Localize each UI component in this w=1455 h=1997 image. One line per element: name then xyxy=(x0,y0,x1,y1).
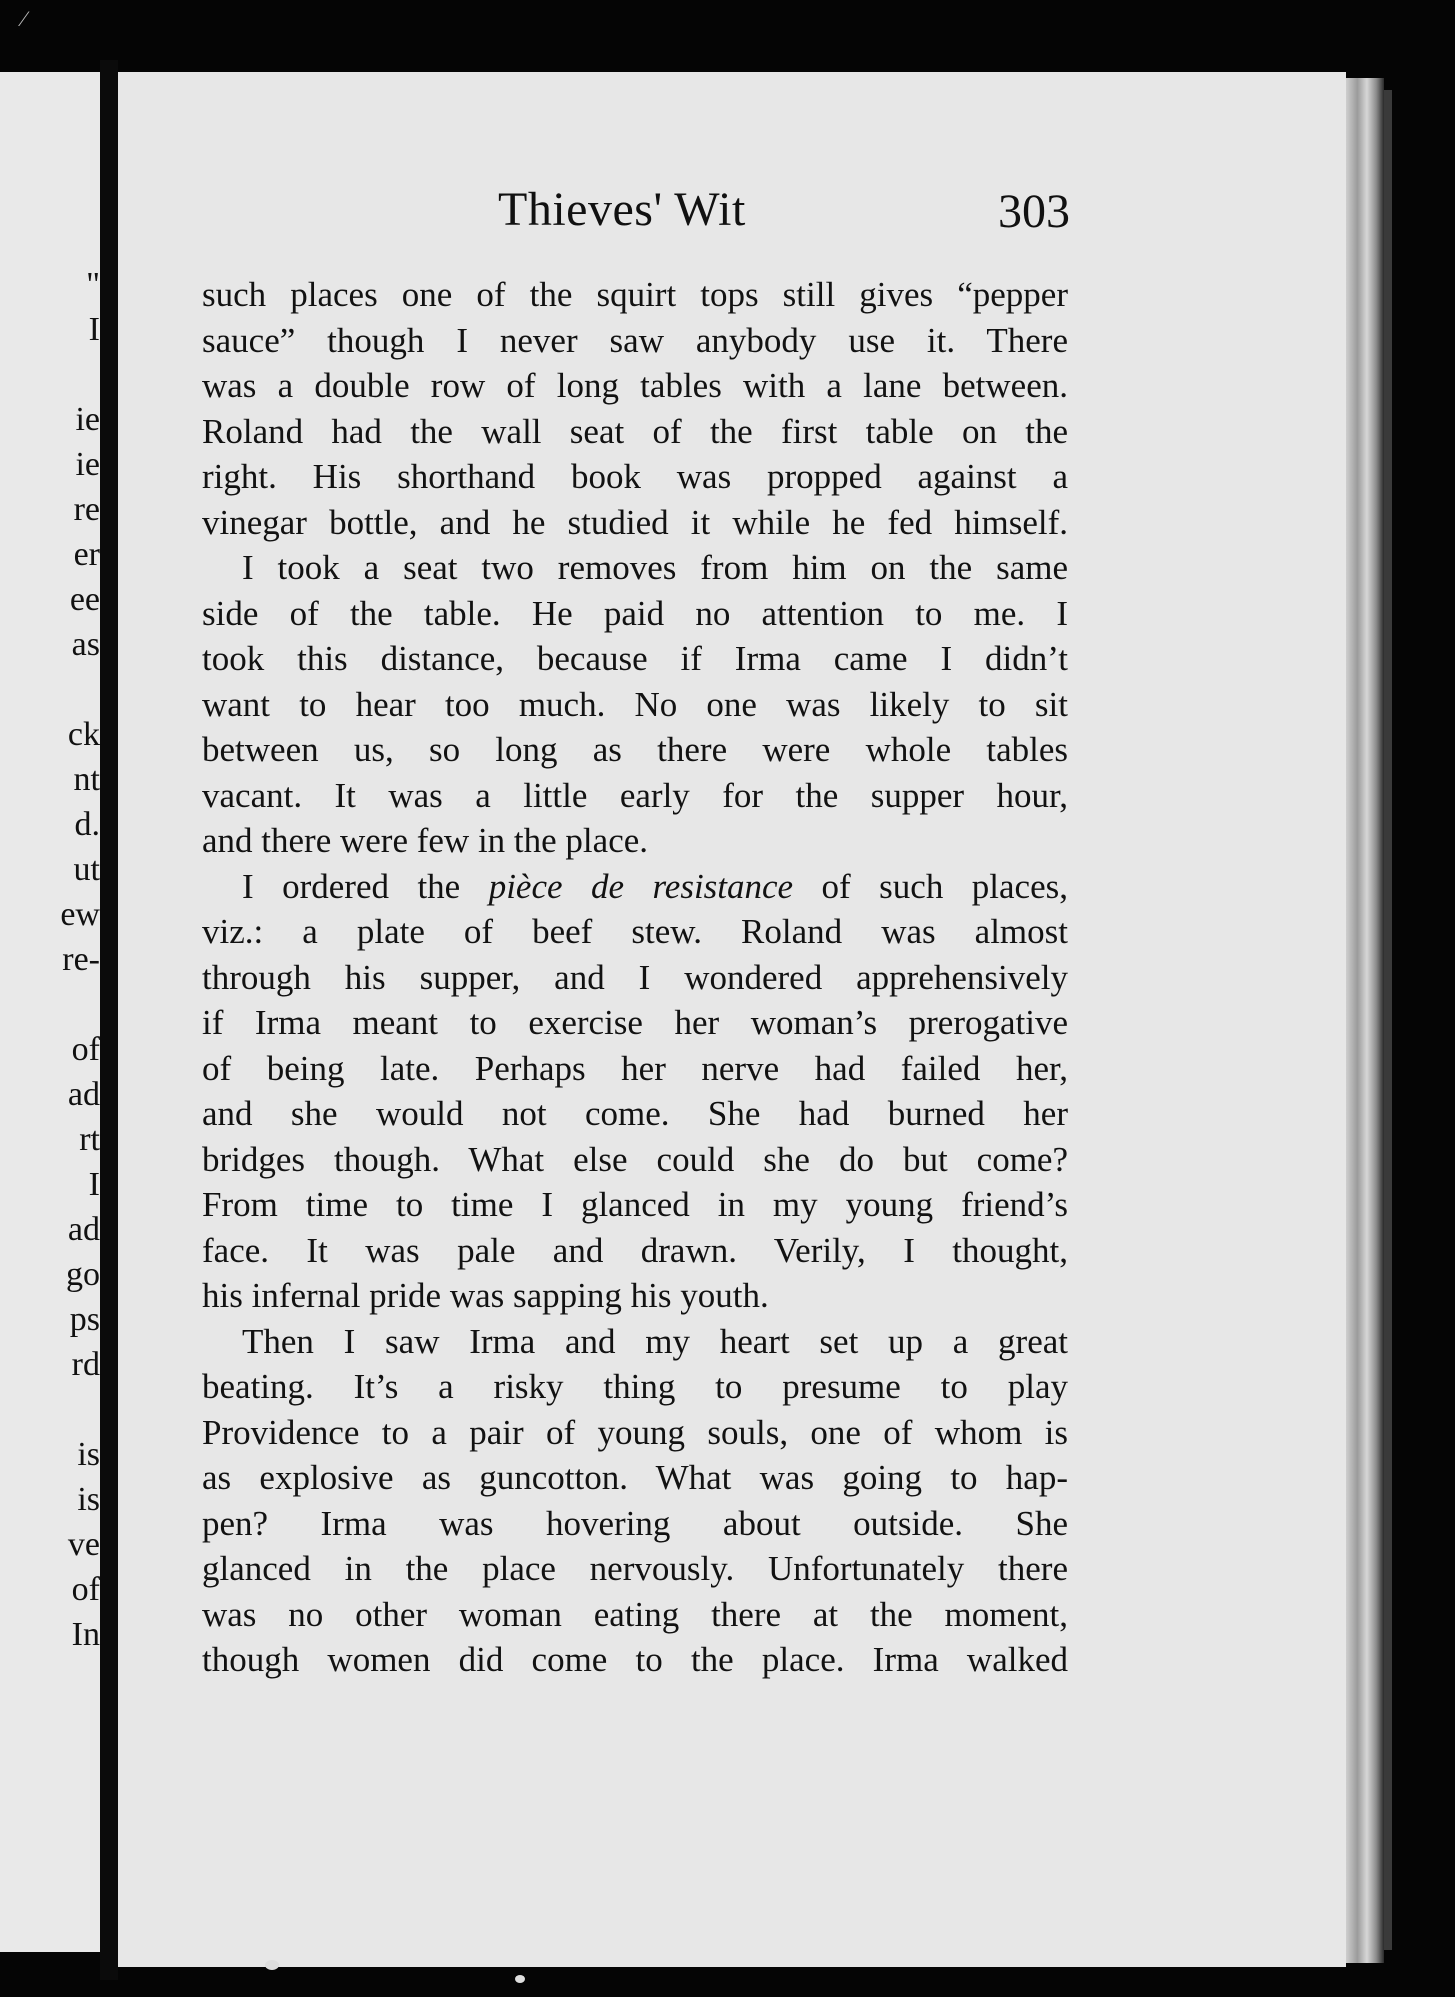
previous-page-fragment: ee xyxy=(69,581,100,618)
text-run: of such places, xyxy=(793,866,1068,906)
previous-page-fragment: d. xyxy=(74,806,100,843)
previous-page-fragment: ck xyxy=(67,716,100,753)
text-line: and there were few in the place. xyxy=(202,821,649,860)
text-line: took this distance, because if Irma came I didn’t xyxy=(202,639,1068,678)
page-stack-shadow xyxy=(1384,90,1392,1950)
text-line: if Irma meant to exercise her woman’s prerogative xyxy=(202,1003,1068,1042)
previous-page-fragment: ut xyxy=(73,851,100,888)
text-line: his infernal pride was sapping his youth. xyxy=(202,1276,769,1315)
previous-page-fragment: ie xyxy=(75,401,100,438)
previous-page-fragment: re xyxy=(73,491,100,528)
previous-page-fragment: ad xyxy=(67,1211,100,1248)
text-line: was a double row of long tables with a lane between. xyxy=(202,366,1068,405)
previous-page-text-fragments xyxy=(0,262,100,1657)
text-line: and she would not come. She had burned her xyxy=(202,1094,1068,1133)
scan-speck xyxy=(265,1960,279,1970)
book-spine xyxy=(100,60,118,1980)
previous-page-fragment: re- xyxy=(62,941,100,978)
previous-page-fragment: I xyxy=(88,1166,100,1203)
running-title: Thieves' Wit xyxy=(498,183,746,236)
text-line: though women did come to the place. Irma walked xyxy=(202,1640,1068,1679)
text-line: bridges though. What else could she do but come? xyxy=(202,1139,1068,1179)
previous-page-fragment: is xyxy=(77,1436,100,1473)
text-line: side of the table. He paid no attention to me. I xyxy=(202,593,1068,633)
text-line: viz.: a plate of beef stew. Roland was almost xyxy=(202,912,1068,951)
previous-page-fragment: is xyxy=(77,1481,100,1518)
page-header xyxy=(118,182,1346,262)
previous-page-fragment: ad xyxy=(67,1076,100,1113)
paragraph xyxy=(202,864,1068,1319)
previous-page-fragment: as xyxy=(71,626,100,663)
text-line: From time to time I glanced in my young friend’s xyxy=(202,1185,1068,1224)
previous-page-fragment: ve xyxy=(67,1526,100,1563)
text-line: beating. It’s a risky thing to presume to play xyxy=(202,1367,1068,1406)
text-line: was no other woman eating there at the moment, xyxy=(202,1594,1068,1634)
previous-page-fragment: ie xyxy=(75,446,100,483)
text-line: face. It was pale and drawn. Verily, I thought, xyxy=(202,1230,1068,1270)
previous-page-fragment: In xyxy=(71,1616,100,1653)
paragraph xyxy=(202,545,1068,864)
paragraph xyxy=(202,1319,1068,1683)
text-line: vacant. It was a little early for the supper hour, xyxy=(202,775,1068,815)
text-line: such places one of the squirt tops still gives “pepper xyxy=(202,275,1068,314)
text-line: of being late. Perhaps her nerve had failed her, xyxy=(202,1048,1068,1088)
scan-speck xyxy=(515,1975,525,1983)
text-line: Roland had the wall seat of the first table on the xyxy=(202,411,1068,451)
text-line: Then I saw Irma and my heart set up a great xyxy=(242,1321,1068,1361)
page-number: 303 xyxy=(998,185,1070,238)
italic-phrase: pièce de resistance xyxy=(488,866,794,906)
text-line: Providence to a pair of young souls, one of whom is xyxy=(202,1412,1068,1452)
text-line: right. His shorthand book was propped against a xyxy=(202,457,1068,496)
corner-mark: ⁄ xyxy=(22,6,26,31)
book-page xyxy=(118,72,1346,1967)
previous-page-fragment: " xyxy=(86,266,100,303)
previous-page-fragment xyxy=(0,982,100,1027)
text-line: glanced in the place nervously. Unfortunately there xyxy=(202,1549,1068,1588)
text-line: I took a seat two removes from him on the same xyxy=(242,548,1068,587)
previous-page-fragment: ps xyxy=(69,1301,100,1338)
page-stack-edge xyxy=(1346,78,1384,1963)
text-line: between us, so long as there were whole tables xyxy=(202,730,1068,769)
previous-page-fragment: rt xyxy=(79,1121,100,1158)
paragraph xyxy=(202,272,1068,545)
text-line xyxy=(202,864,1068,910)
previous-page-fragment: of xyxy=(71,1031,100,1068)
previous-page-fragment: rd xyxy=(71,1346,100,1383)
previous-page-fragment: er xyxy=(73,536,100,573)
text-line: sauce” though I never saw anybody use it. There xyxy=(202,320,1068,360)
previous-page-fragment xyxy=(0,352,100,397)
previous-page-fragment: ew xyxy=(60,896,100,933)
previous-page-fragment: nt xyxy=(73,761,100,798)
text-line: vinegar bottle, and he studied it while he fed himself. xyxy=(202,502,1068,542)
text-line: want to hear too much. No one was likely to sit xyxy=(202,684,1068,724)
previous-page-fragment: of xyxy=(71,1571,100,1608)
page-body-text xyxy=(202,272,1068,1683)
text-line: through his supper, and I wondered apprehensively xyxy=(202,957,1068,997)
text-run: I ordered the xyxy=(242,866,489,906)
previous-page-sliver xyxy=(0,72,100,1952)
text-line: pen? Irma was hovering about outside. She xyxy=(202,1503,1068,1543)
text-line: as explosive as guncotton. What was going to hap- xyxy=(202,1458,1068,1497)
previous-page-fragment: I xyxy=(88,311,100,348)
previous-page-fragment: go xyxy=(66,1256,100,1293)
previous-page-fragment xyxy=(0,667,100,712)
previous-page-fragment xyxy=(0,1387,100,1432)
